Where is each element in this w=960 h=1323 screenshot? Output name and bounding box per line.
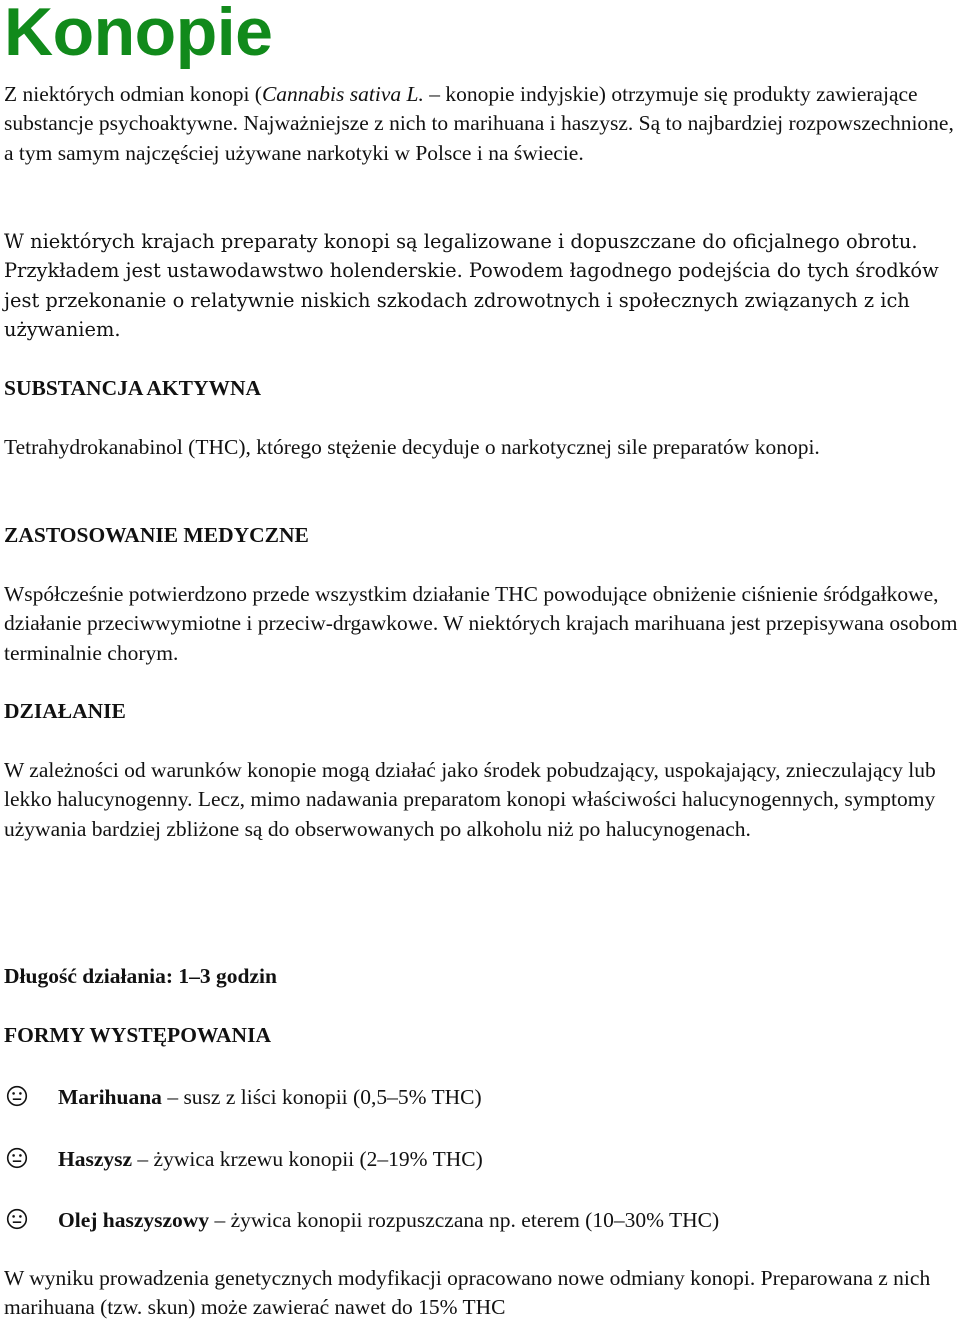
form-description: – żywica konopii rozpuszczana np. eterem (10–30% THC) — [209, 1208, 720, 1232]
intro-text-end: – konopie indyjskie) otrzymuje się produkty zawierające substancje psychoaktywne. Najważniejsze z nich to marihuana i haszysz. Są to najbardziej rozpowszechnione, a tym samym najczęściej używane narkotyki w Polsce i na świecie. — [4, 82, 954, 165]
page-title: Konopie — [4, 0, 273, 70]
latin-name: Cannabis sativa L. — [261, 82, 424, 106]
closing-paragraph: W wyniku prowadzenia genetycznych modyfikacji opracowano nowe odmiany konopi. Preparowana z nich marihuana (tzw. skun) może zawierać nawet do 15% THC — [4, 1266, 931, 1320]
neutral-face-icon — [6, 1208, 28, 1230]
section-heading-medical-use: ZASTOSOWANIE MEDYCZNE — [4, 523, 309, 547]
list-item-text — [58, 1144, 483, 1174]
list-item — [4, 1205, 954, 1235]
section-heading-effect: DZIAŁANIE — [4, 699, 126, 723]
form-description: – żywica krzewu konopii (2–19% THC) — [132, 1147, 483, 1171]
duration-line: Długość działania: 1–3 godzin — [4, 964, 277, 988]
list-item — [4, 1082, 954, 1112]
active-substance-text: Tetrahydrokanabinol (THC), którego stężenie decyduje o narkotycznej sile preparatów konopi. — [4, 435, 820, 459]
intro-paragraph — [4, 80, 959, 168]
legalization-paragraph: W niektórych krajach preparaty konopi są legalizowane i dopuszczane do oficjalnego obrotu. Przykładem jest ustawodawstwo holenderskie. Powodem łagodnego podejścia do tych środków jest przekonanie o relatywnie niskich szkodach zdrowotnych i społecznych związanych z ich używaniem. — [4, 230, 939, 342]
form-term: Haszysz — [58, 1147, 133, 1171]
neutral-face-icon — [6, 1147, 28, 1169]
effect-text: W zależności od warunków konopie mogą działać jako środek pobudzający, uspokajający, znieczulający lub lekko halucynogenny. Lecz, mimo nadawania preparatom konopi właściwości halucynogennych, symptomy używania bardziej zbliżone są do obserwowanych po alkoholu niż po halucynogenach. — [4, 758, 936, 841]
list-item — [4, 1144, 954, 1174]
form-description: – susz z liści konopii (0,5–5% THC) — [161, 1085, 482, 1109]
section-heading-active-substance: SUBSTANCJA AKTYWNA — [4, 376, 262, 400]
form-term: Marihuana — [58, 1085, 162, 1109]
list-item-text — [58, 1205, 719, 1235]
form-term: Olej haszyszowy — [58, 1208, 210, 1232]
section-heading-forms: FORMY WYSTĘPOWANIA — [4, 1023, 271, 1047]
list-item-text — [58, 1082, 482, 1112]
intro-text-start: Z niektórych odmian konopi ( — [4, 82, 262, 106]
neutral-face-icon — [6, 1085, 28, 1107]
medical-use-text: Współcześnie potwierdzono przede wszystkim działanie THC powodujące obniżenie ciśnienie śródgałkowe, działanie przeciwwymiotne i przeciw-drgawkowe. W niektórych krajach marihuana jest przepisywana osobom terminalnie chorym. — [4, 582, 958, 665]
